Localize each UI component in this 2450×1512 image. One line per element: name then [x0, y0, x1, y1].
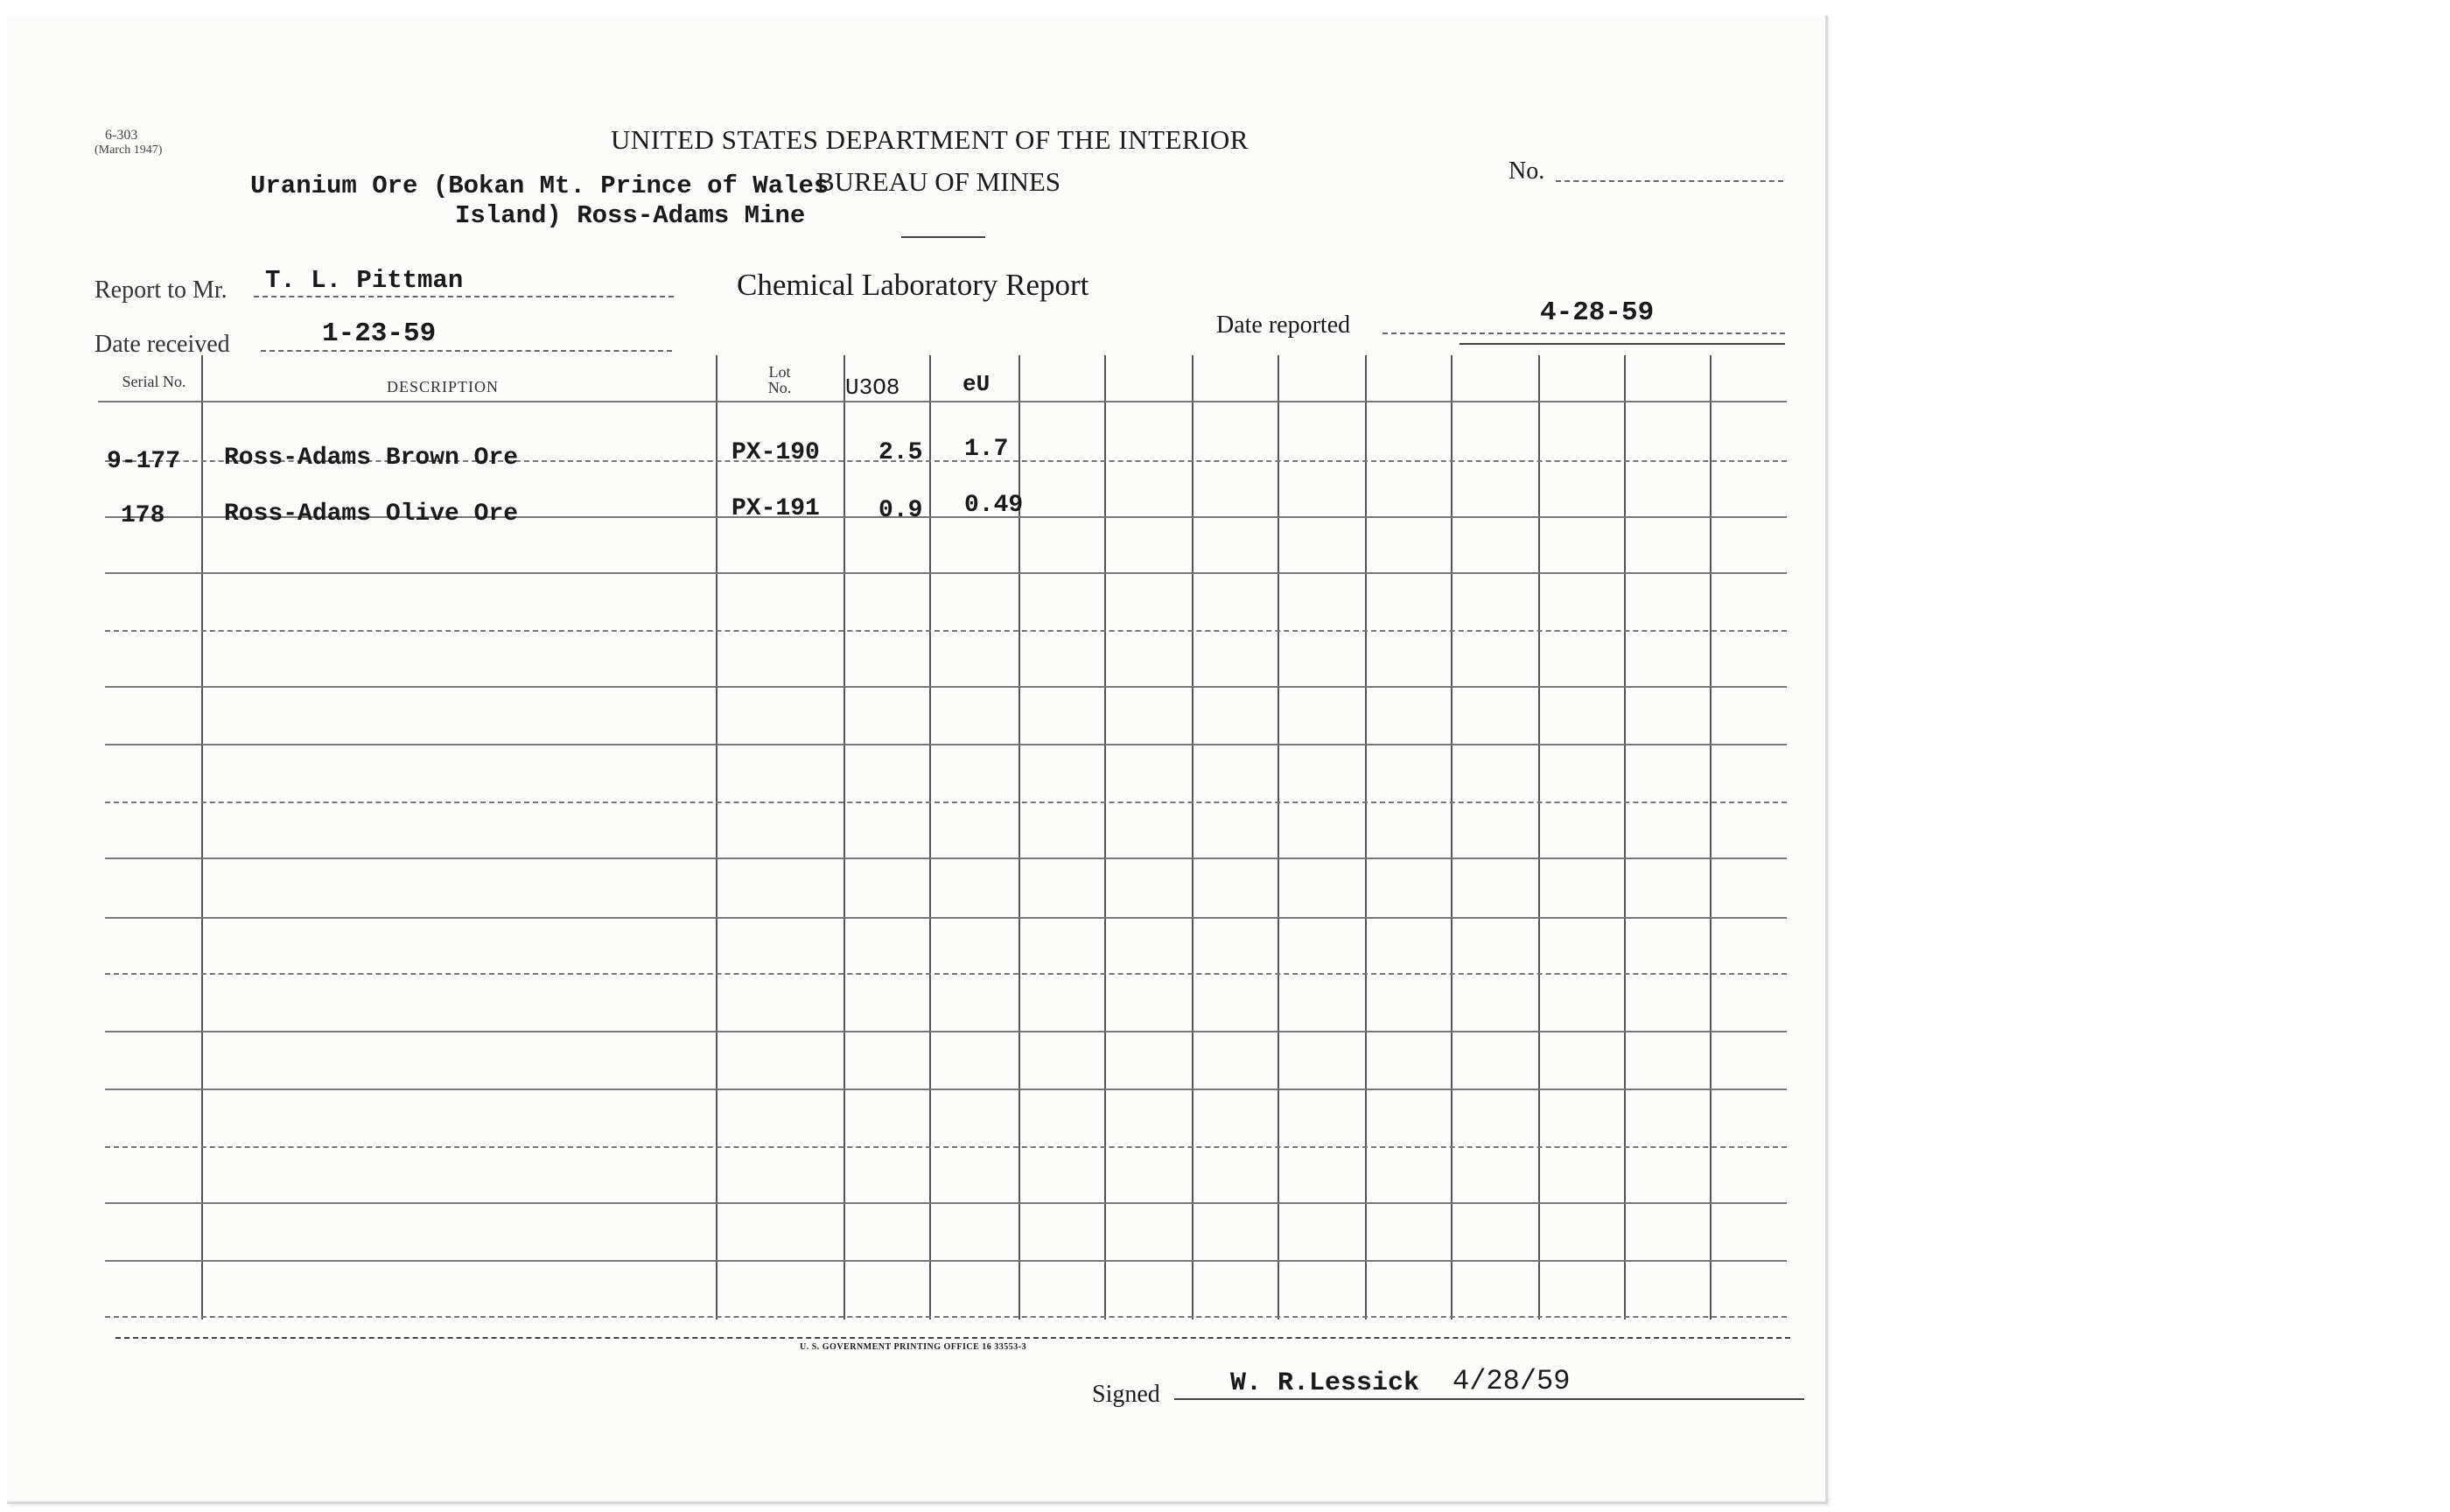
header-eu: eU: [962, 371, 990, 397]
form-number: 6-303: [105, 128, 138, 143]
table-column-rule: [1624, 355, 1626, 1320]
printer-imprint: U. S. GOVERNMENT PRINTING OFFICE 16 33553-3: [800, 1342, 1027, 1352]
signed-date: 4/28/59: [1452, 1365, 1571, 1397]
header-description: DESCRIPTION: [387, 378, 500, 396]
date-received-label: Date received: [94, 331, 230, 358]
table-column-rule: [716, 355, 718, 1320]
table-row-rule: [105, 1031, 1787, 1032]
header-u3o8: U3O8: [845, 374, 900, 401]
table-row-rule: [105, 802, 1787, 803]
table-row-rule: [98, 401, 1787, 402]
table-column-rule: [1365, 355, 1367, 1320]
report-title: Chemical Laboratory Report: [737, 268, 1089, 302]
report-to-label: Report to Mr.: [94, 276, 228, 304]
row-1-u3o8: 2.5: [878, 439, 923, 466]
table-row-rule: [105, 973, 1787, 975]
header-serial: Serial No.: [122, 373, 186, 390]
form-date: (March 1947): [94, 144, 163, 157]
subject-line-2: Island) Ross-Adams Mine: [455, 201, 806, 230]
date-reported-value: 4-28-59: [1540, 298, 1655, 328]
table-row-rule: [105, 1202, 1787, 1204]
date-reported-label: Date reported: [1216, 312, 1351, 339]
signed-label: Signed: [1092, 1381, 1160, 1408]
table-column-rule: [844, 355, 845, 1320]
date-received-line: [261, 350, 672, 352]
signed-name: W. R.Lessick: [1230, 1368, 1420, 1398]
heading-rule: [901, 236, 985, 238]
table-column-rule: [929, 355, 931, 1320]
header-lot: Lot No.: [767, 363, 792, 396]
report-to-value: T. L. Pittman: [265, 266, 464, 295]
table-column-rule: [1538, 355, 1540, 1320]
table-row-rule: [105, 744, 1787, 746]
table-row-rule: [105, 1088, 1787, 1090]
no-line: [1556, 180, 1783, 182]
table-row-rule: [105, 917, 1787, 919]
row-1-serial: 9-177: [107, 448, 181, 475]
date-received-value: 1-23-59: [322, 318, 437, 349]
table-row-rule: [105, 630, 1787, 632]
table-column-rule: [1278, 355, 1279, 1320]
no-label: No.: [1508, 158, 1545, 185]
table-row-rule: [105, 1146, 1787, 1148]
department-heading: UNITED STATES DEPARTMENT OF THE INTERIOR: [611, 124, 1249, 155]
table-row-rule: [105, 858, 1787, 859]
table-column-rule: [201, 355, 203, 1320]
table-column-rule: [1104, 355, 1106, 1320]
lab-report-sheet: [7, 16, 1828, 1504]
table-row-rule: [105, 686, 1787, 688]
table-bottom-rule: [116, 1337, 1790, 1339]
table-column-rule: [1192, 355, 1194, 1320]
subject-line-1: Uranium Ore (Bokan Mt. Prince of Wales: [250, 172, 830, 200]
row-2-serial: 178: [121, 502, 165, 529]
row-2-u3o8: 0.9: [878, 497, 923, 524]
row-2-eu: 0.49: [964, 492, 1024, 519]
table-column-rule: [1451, 355, 1452, 1320]
signature-line: [1174, 1398, 1804, 1400]
table-column-rule: [1710, 355, 1712, 1320]
report-to-line: [254, 296, 674, 298]
bureau-heading: BUREAU OF MINES: [816, 166, 1061, 197]
row-1-eu: 1.7: [964, 436, 1009, 463]
table-row-rule: [105, 572, 1787, 574]
row-1-description: Ross-Adams Brown Ore: [224, 444, 519, 472]
table-row-rule: [105, 1260, 1787, 1262]
row-2-description: Ross-Adams Olive Ore: [224, 500, 519, 528]
table-top-rule: [1460, 343, 1785, 345]
row-2-lot: PX-191: [732, 495, 820, 522]
table-row-rule: [105, 1316, 1787, 1318]
date-reported-line: [1382, 332, 1785, 334]
row-1-lot: PX-190: [732, 439, 820, 466]
